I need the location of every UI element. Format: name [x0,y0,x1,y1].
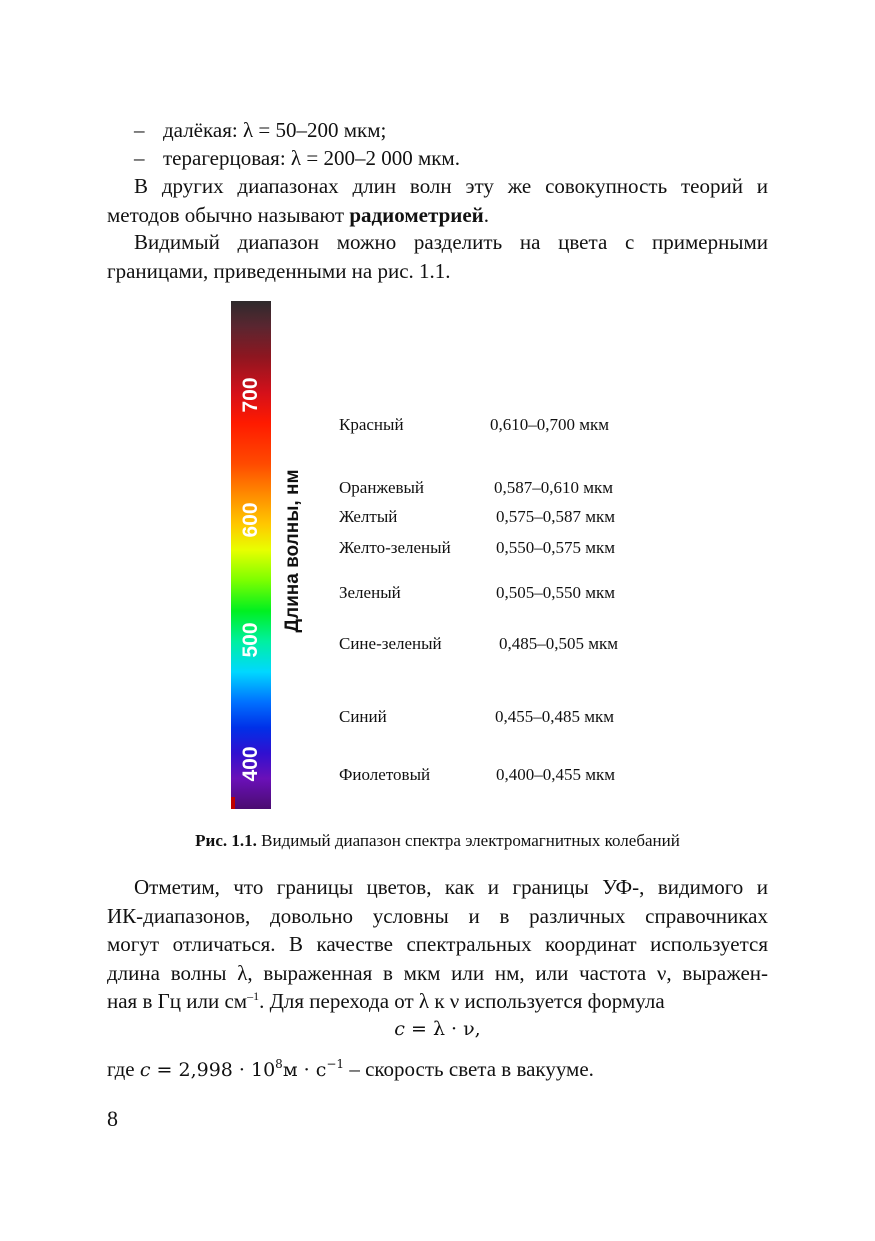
bold-term: радиометрией [349,202,484,227]
paragraph-line [107,987,768,1016]
text-run: методов обычно называют [107,202,350,227]
tick-label-700: 700 [239,377,262,413]
color-range-red: 0,610–0,700 мкм [490,415,610,434]
tick-label-600: 600 [239,502,262,538]
superscript: –1 [247,989,260,1003]
list-item-far: далёкая: λ = 50–200 мкм; [163,118,387,142]
color-range-yellow: 0,575–0,587 мкм [496,507,616,526]
paragraph-notes [107,873,768,1016]
spectrum-edge-mark [231,797,235,809]
paragraph-line: могут отличаться. В качестве спектральных координат используется [107,932,768,956]
paragraph-line: Видимый диапазон можно разделить на цвета с примерными [134,230,768,254]
list-dash: – [134,146,145,170]
paragraph-line: В других диапазонах длин волн эту же совокупность теорий и [134,174,768,198]
formula-value: = 2,998 · 10 [150,1059,276,1081]
paragraph-line [107,201,768,230]
paragraph-line: Отметим, что границы цветов, как и границы УФ-, видимого и [134,875,768,899]
color-range-yellow-green: 0,550–0,575 мкм [496,538,616,557]
superscript: −1 [326,1057,345,1071]
color-range-blue: 0,455–0,485 мкм [495,707,615,726]
formula-rest: = λ · ν, [404,1018,481,1040]
color-name-orange: Оранжевый [339,478,425,497]
color-name-yellow-green: Желто-зеленый [339,538,451,557]
list-item-terahertz: терагерцовая: λ = 200–2 000 мкм. [163,146,460,170]
paragraph-line: ИК-диапазонов, довольно условны и в различных справочниках [107,903,768,928]
axis-label: Длина волны, нм [282,469,303,633]
color-range-blue-green: 0,485–0,505 мкм [499,634,619,653]
paragraph-line: границами, приведенными на рис. 1.1. [107,258,451,283]
page-number: 8 [107,1106,118,1131]
caption-text: Видимый диапазон спектра электромагнитных колебаний [256,831,680,850]
speed-of-light-line [107,1055,594,1084]
formula [0,1016,875,1040]
color-name-violet: Фиолетовый [339,765,431,784]
paragraph-line: длина волны λ, выраженная в мкм или нм, или частота ν, выражен- [107,960,768,985]
color-name-blue: Синий [339,707,387,726]
formula-symbol: c [139,1059,151,1081]
list-dash: – [134,118,145,142]
paragraph-radiometry [107,172,768,229]
caption-label: Рис. 1.1. [195,831,257,850]
color-name-green: Зеленый [339,583,401,602]
superscript: 8 [275,1057,283,1071]
paragraph-visible-range [107,228,768,285]
text-run: ная в Гц или см [107,989,248,1013]
color-range-violet: 0,400–0,455 мкм [496,765,616,784]
text-run: . Для перехода от λ к ν используется формула [259,989,665,1013]
text-run: – скорость света в вакууме. [344,1057,594,1081]
spectrum-bar [231,301,271,809]
color-name-blue-green: Сине-зеленый [339,634,442,653]
color-name-yellow: Желтый [339,507,398,526]
text-run: где [107,1057,140,1081]
color-name-red: Красный [339,415,404,434]
formula-symbol: c [394,1018,405,1040]
text-run: . [483,202,490,227]
formula-unit: м · с [282,1059,327,1081]
figure-caption [0,830,875,852]
color-range-orange: 0,587–0,610 мкм [494,478,614,497]
tick-label-400: 400 [239,746,262,782]
tick-label-500: 500 [239,622,262,658]
color-range-green: 0,505–0,550 мкм [496,583,616,602]
